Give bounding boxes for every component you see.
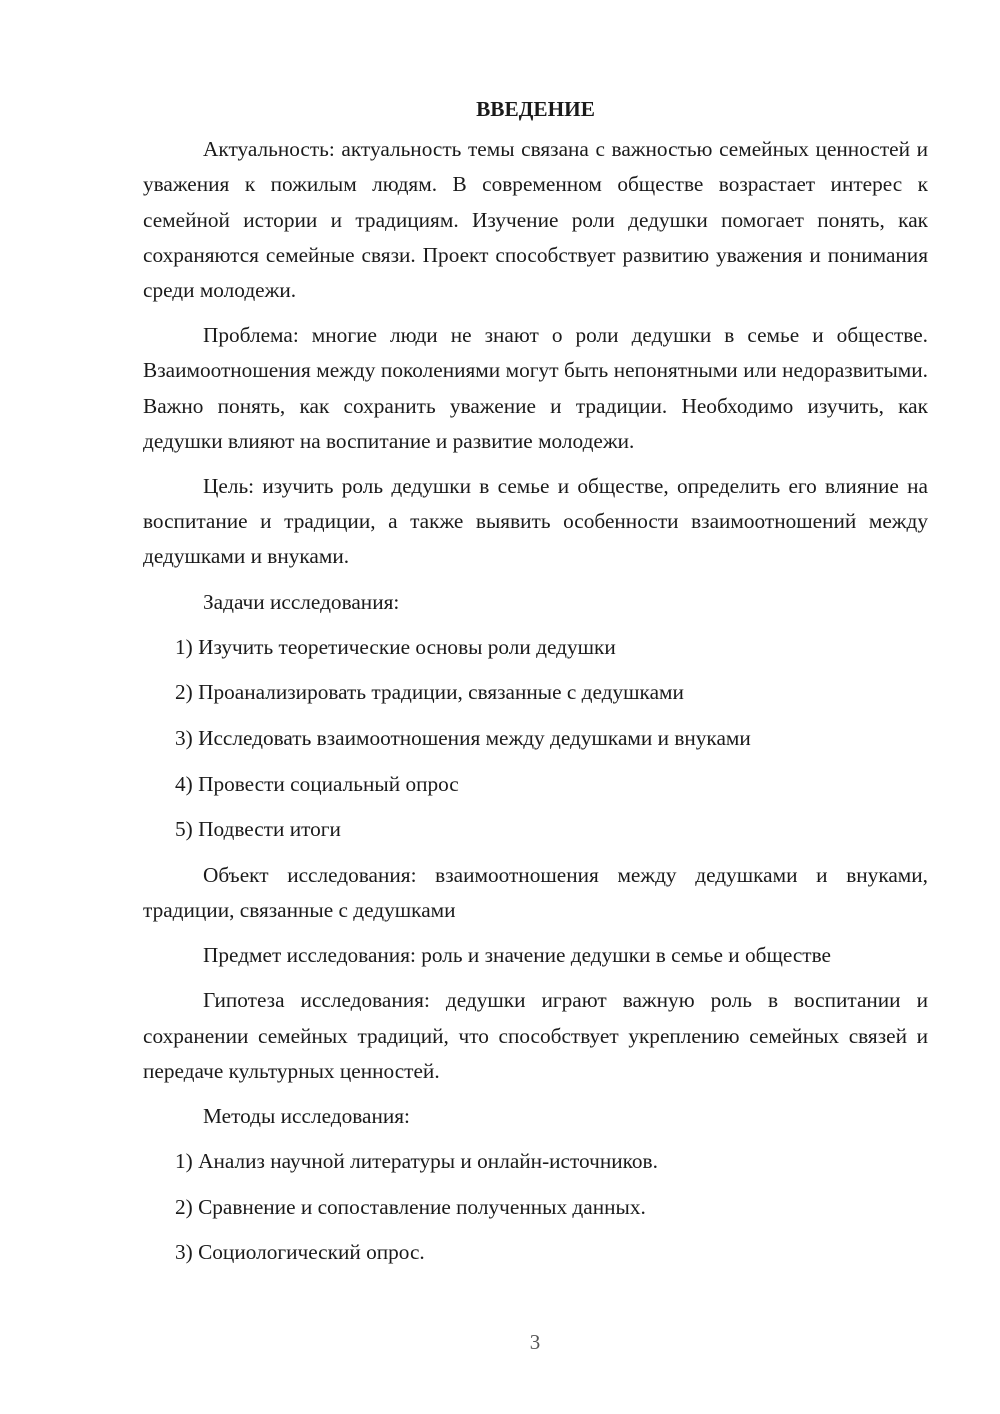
task-item: 4) Провести социальный опрос bbox=[175, 771, 459, 796]
relevance-paragraph: Актуальность: актуальность темы связана с важностью семейных ценностей и уважения к пожилым людям. В современном обществе возрастает интерес к семейной истории и традициям. Изучение роли дедушки помогает понять, как сохраняются семейные связи. Проект способствует развитию уважения и понимания среди молодежи. bbox=[143, 137, 928, 303]
problem-paragraph: Проблема: многие люди не знают о роли дедушки в семье и обществе. Взаимоотношения между поколениями могут быть непонятными или недоразвитыми. Важно понять, как сохранить уважение и традиции. Необходимо изучить, как дедушки влияют на воспитание и развитие молодежи. bbox=[143, 323, 928, 453]
document-page bbox=[143, 92, 928, 1281]
task-item: 3) Исследовать взаимоотношения между дедушками и внуками bbox=[175, 726, 751, 751]
task-item: 2) Проанализировать традиции, связанные с дедушками bbox=[175, 680, 684, 705]
tasks-label: Задачи исследования: bbox=[203, 589, 400, 614]
page-number: 3 bbox=[529, 1330, 541, 1354]
tasks-list bbox=[143, 630, 928, 848]
subject-paragraph: Предмет исследования: роль и значение дедушки в семье и обществе bbox=[203, 943, 831, 968]
object-paragraph: Объект исследования: взаимоотношения между дедушками и внуками, традиции, связанные с дедушками bbox=[143, 862, 928, 923]
task-item: 1) Изучить теоретические основы роли дедушки bbox=[175, 634, 616, 659]
method-item: 1) Анализ научной литературы и онлайн-источников. bbox=[175, 1149, 658, 1174]
method-item: 2) Сравнение и сопоставление полученных данных. bbox=[175, 1194, 646, 1219]
goal-paragraph: Цель: изучить роль дедушки в семье и обществе, определить его влияние на воспитание и традиции, а также выявить особенности взаимоотношений между дедушками и внуками. bbox=[143, 474, 928, 569]
methods-label: Методы исследования: bbox=[203, 1104, 410, 1129]
section-title: ВВЕДЕНИЕ bbox=[476, 97, 595, 121]
hypothesis-paragraph: Гипотеза исследования: дедушки играют важную роль в воспитании и сохранении семейных традиций, что способствует укреплению семейных связей и передаче культурных ценностей. bbox=[143, 988, 928, 1083]
methods-list bbox=[143, 1144, 928, 1270]
method-item: 3) Социологический опрос. bbox=[175, 1240, 425, 1265]
task-item: 5) Подвести итоги bbox=[175, 817, 341, 842]
